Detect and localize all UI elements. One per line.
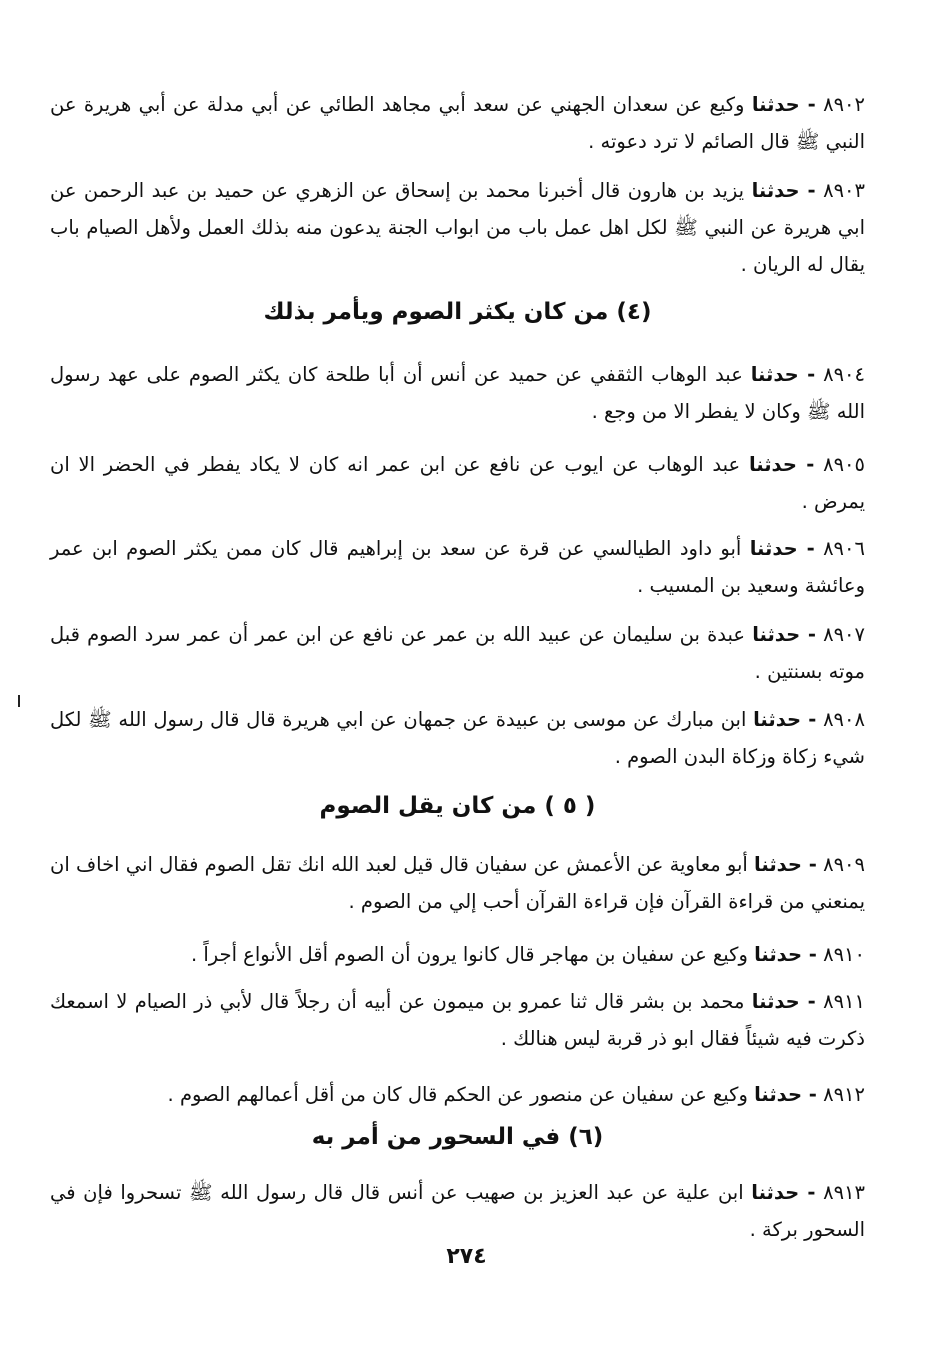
- hadith-text: يزيد بن هارون قال أخبرنا محمد بن إسحاق عن الزهري عن حميد بن عبد الرحمن عن ابي هريرة عن النبي ﷺ لكل اهل عمل باب من ابواب الجنة يدعون منه بذلك العمل ولأهل الصيام باب يقال له الريان .: [50, 179, 865, 276]
- hadith-number: ٨٩١٣: [823, 1181, 865, 1204]
- hadith-text: محمد بن بشر قال ثنا عمرو بن ميمون عن أبيه أن رجلاً قال لأبي ذر الصيام لا اسمعك ذكرت فيه شيئاً فقال ابو ذر قربة ليس هنالك .: [50, 990, 865, 1050]
- hadith-text: وكيع عن سفيان بن مهاجر قال كانوا يرون أن الصوم أقل الأنواع أجراً .: [190, 943, 748, 966]
- hadith-8903: ٨٩٠٣ - حدثنا يزيد بن هارون قال أخبرنا محمد بن إسحاق عن الزهري عن حميد بن عبد الرحمن عن ابي هريرة عن النبي ﷺ لكل اهل عمل باب من ابواب الجنة يدعون منه بذلك العمل ولأهل الصيام باب يقال له الريان .: [50, 179, 866, 276]
- hadith-lead: حدثنا: [749, 537, 798, 560]
- hadith-text: عبد الوهاب عن ايوب عن نافع عن ابن عمر انه كان لا يكاد يفطر في الحضر الا ان يمرض .: [50, 453, 865, 513]
- hadith-text: عبد الوهاب الثقفي عن حميد عن أنس أن أبا طلحة كان يكثر الصوم على عهد رسول الله ﷺ وكان لا يفطر الا من وجع .: [50, 363, 865, 423]
- hadith-number: ٨٩٠٢: [823, 93, 866, 116]
- hadith-lead: حدثنا: [748, 453, 797, 476]
- chapter-heading: ( ٥ ) من كان يقل الصوم: [319, 793, 596, 819]
- hadith-lead: حدثنا: [751, 990, 800, 1013]
- hadith-number: ٨٩٠٣: [823, 179, 866, 202]
- hadith-lead: حدثنا: [750, 363, 799, 386]
- hadith-8904: ٨٩٠٤ - حدثنا عبد الوهاب الثقفي عن حميد عن أنس أن أبا طلحة كان يكثر الصوم على عهد رسول الله ﷺ وكان لا يفطر الا من وجع .: [50, 363, 865, 423]
- hadith-lead: حدثنا: [752, 623, 801, 646]
- hadith-text: عبدة بن سليمان عن عبيد الله بن عمر عن نافع عن ابن عمر أن عمر سرد الصوم قبل موته بسنتين .: [50, 623, 865, 683]
- hadith-text: أبو معاوية عن الأعمش عن سفيان قال قيل لعبد الله انك تقل الصوم فقال اني اخاف ان يمنعني من قراءة القرآن فإن قراءة القرآن أحب إلي من الصوم .: [50, 853, 865, 913]
- hadith-lead: حدثنا: [754, 943, 802, 966]
- hadith-number: ٨٩٠٨: [823, 708, 865, 731]
- hadith-8911: ٨٩١١ - حدثنا محمد بن بشر قال ثنا عمرو بن ميمون عن أبيه أن رجلاً قال لأبي ذر الصيام لا اسمعك ذكرت فيه شيئاً فقال ابو ذر قربة ليس هنالك .: [50, 990, 866, 1050]
- page-number: ٢٧٤: [446, 1244, 487, 1269]
- hadith-8910: ٨٩١٠ - حدثنا وكيع عن سفيان بن مهاجر قال كانوا يرون أن الصوم أقل الأنواع أجراً .: [190, 943, 865, 966]
- hadith-number: ٨٩٠٧: [823, 623, 865, 646]
- hadith-8907: ٨٩٠٧ - حدثنا عبدة بن سليمان عن عبيد الله بن عمر عن نافع عن ابن عمر أن عمر سرد الصوم قبل موته بسنتين .: [50, 623, 865, 683]
- hadith-lead: حدثنا: [754, 853, 802, 876]
- hadith-lead: حدثنا: [751, 93, 800, 116]
- hadith-8909: ٨٩٠٩ - حدثنا أبو معاوية عن الأعمش عن سفيان قال قيل لعبد الله انك تقل الصوم فقال اني اخاف ان يمنعني من قراءة القرآن فإن قراءة القرآن أحب إلي من الصوم .: [50, 853, 866, 913]
- hadith-8905: ٨٩٠٥ - حدثنا عبد الوهاب عن ايوب عن نافع عن ابن عمر انه كان لا يكاد يفطر في الحضر الا ان يمرض .: [50, 453, 865, 513]
- hadith-8912: ٨٩١٢ - حدثنا وكيع عن سفيان عن منصور عن الحكم قال كان من أقل أعمالهم الصوم .: [167, 1083, 865, 1106]
- chapter-heading: (٦) في السحور من أمر به: [311, 1124, 604, 1150]
- hadith-text: وكيع عن سعدان الجهني عن سعد أبي مجاهد الطائي عن أبي مدلة عن أبي هريرة عن النبي ﷺ قال الصائم لا ترد دعوته .: [50, 93, 865, 153]
- hadith-number: ٨٩٠٥: [823, 453, 865, 476]
- hadith-text: ابن علية عن عبد العزيز بن صهيب عن أنس قال قال رسول الله ﷺ تسحروا فإن في السحور بركة .: [50, 1181, 865, 1241]
- hadith-text: أبو داود الطيالسي عن قرة عن سعد بن إبراهيم قال كان ممن يكثر الصوم ابن عمر وعائشة وسعيد بن المسيب .: [50, 537, 865, 597]
- chapter-heading: (٤) من كان يكثر الصوم ويأمر بذلك: [263, 299, 652, 325]
- hadith-8906: ٨٩٠٦ - حدثنا أبو داود الطيالسي عن قرة عن سعد بن إبراهيم قال كان ممن يكثر الصوم ابن عمر وعائشة وسعيد بن المسيب .: [50, 537, 865, 597]
- hadith-8908: ٨٩٠٨ - حدثنا ابن مبارك عن موسى بن عبيدة عن جمهان عن ابي هريرة قال قال رسول الله ﷺ لكل شيء زكاة وزكاة البدن الصوم .: [50, 708, 865, 768]
- hadith-text: وكيع عن سفيان عن منصور عن الحكم قال كان من أقل أعمالهم الصوم .: [167, 1083, 748, 1106]
- hadith-lead: حدثنا: [754, 1083, 802, 1106]
- hadith-number: ٨٩٠٦: [823, 537, 865, 560]
- hadith-8902: ٨٩٠٢ - حدثنا وكيع عن سعدان الجهني عن سعد أبي مجاهد الطائي عن أبي مدلة عن أبي هريرة عن النبي ﷺ قال الصائم لا ترد دعوته .: [50, 93, 866, 153]
- hadith-lead: حدثنا: [753, 708, 802, 731]
- hadith-number: ٨٩١٠: [823, 943, 865, 966]
- hadith-lead: حدثنا: [751, 179, 800, 202]
- hadith-number: ٨٩٠٤: [823, 363, 865, 386]
- hadith-number: ٨٩١٢: [823, 1083, 865, 1106]
- hadith-number: ٨٩١١: [823, 990, 866, 1013]
- hadith-lead: حدثنا: [751, 1181, 800, 1204]
- margin-mark: [18, 695, 20, 707]
- hadith-number: ٨٩٠٩: [823, 853, 866, 876]
- hadith-8913: ٨٩١٣ - حدثنا ابن علية عن عبد العزيز بن صهيب عن أنس قال قال رسول الله ﷺ تسحروا فإن في السحور بركة .: [50, 1181, 865, 1241]
- hadith-text: ابن مبارك عن موسى بن عبيدة عن جمهان عن ابي هريرة قال قال رسول الله ﷺ لكل شيء زكاة وزكاة البدن الصوم .: [50, 708, 865, 768]
